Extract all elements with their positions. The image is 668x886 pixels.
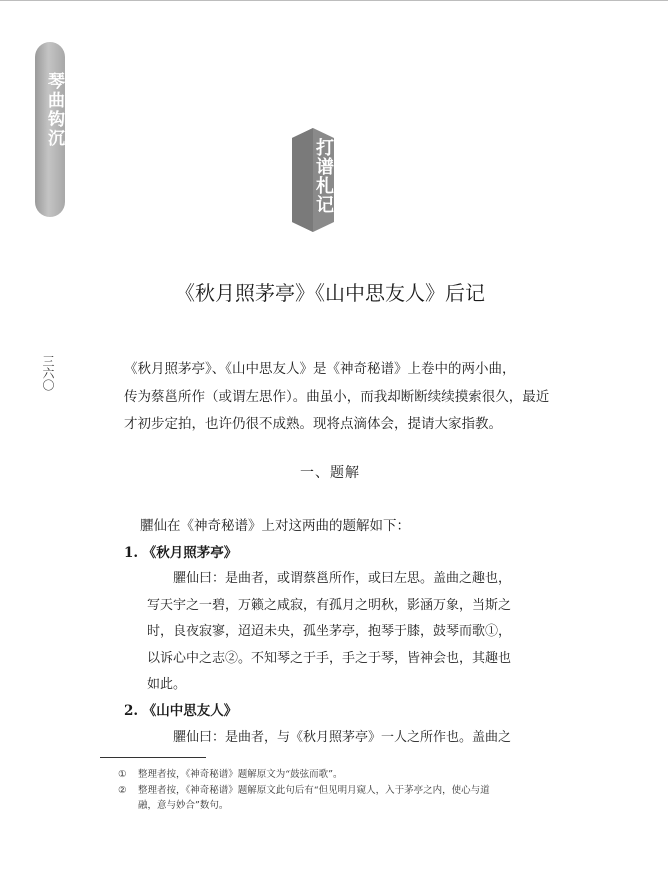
page-number: 三六〇	[41, 355, 55, 391]
quote-qiuyue	[147, 566, 537, 699]
article-title: 《秋月照茅亭》《山中思友人》后记	[175, 281, 485, 305]
footnote-mark: ①	[118, 769, 127, 780]
footnote-rule	[100, 757, 206, 758]
quote-line: 以诉心中之志②。不知琴之于手，手之于琴，皆神会也，其趣也	[147, 650, 512, 666]
intro-line: 才初步定拍，也许仍很不成熟。现将点滴体会，提请大家指教。	[124, 416, 502, 432]
item-heading-qiuyue: 1. 《秋月照茅亭》	[124, 545, 238, 561]
quote-line: 时，良夜寂寥，迢迢未央，孤坐茅亭，抱琴于膝，鼓琴而歌①，	[147, 624, 512, 639]
column-badge-label: 打谱札记	[313, 138, 334, 214]
intro-line: 传为蔡邕所作（或谓左思作）。曲虽小，而我却断断续续摸索很久，最近	[124, 388, 550, 405]
footnote-mark: ②	[118, 785, 127, 796]
footnote-text: 整理者按，《神奇秘谱》题解原文为“鼓弦而歌”。	[138, 769, 343, 780]
quote-line: 如此。	[147, 677, 187, 692]
preface-line: 臞仙在《神奇秘谱》上对这两曲的题解如下：	[140, 518, 410, 534]
intro-line: 《秋月照茅亭》、《山中思友人》是《神奇秘谱》上卷中的两小曲，	[124, 361, 516, 377]
column-badge	[292, 128, 334, 232]
top-border-line	[0, 0, 668, 1]
quote-line: 写天宇之一碧，万籁之咸寂，有孤月之明秋，影涵万象，当斯之	[147, 597, 512, 613]
intro-paragraph	[124, 356, 550, 439]
footnote-1	[118, 767, 538, 782]
footnote-text: 整理者按，《神奇秘谱》题解原文此句后有“但见明月窥人，入于茅亭之内，使心与道	[138, 785, 490, 796]
side-section-tab-label: 琴曲钩沉	[44, 72, 64, 148]
quote-line: 臞仙曰：是曲者，或谓蔡邕所作，或曰左思。盖曲之趣也，	[173, 571, 512, 586]
item-heading-shanzhong: 2. 《山中思友人》	[124, 703, 238, 719]
section-heading: 一、题解	[300, 465, 360, 481]
footnote-text-cont: 融，意与妙合”数句。	[138, 800, 229, 811]
quote-line: 臞仙曰：是曲者，与《秋月照茅亭》一人之所作也。盖曲之	[173, 730, 512, 745]
footnote-2	[118, 783, 538, 813]
quote-shanzhong	[147, 725, 537, 752]
